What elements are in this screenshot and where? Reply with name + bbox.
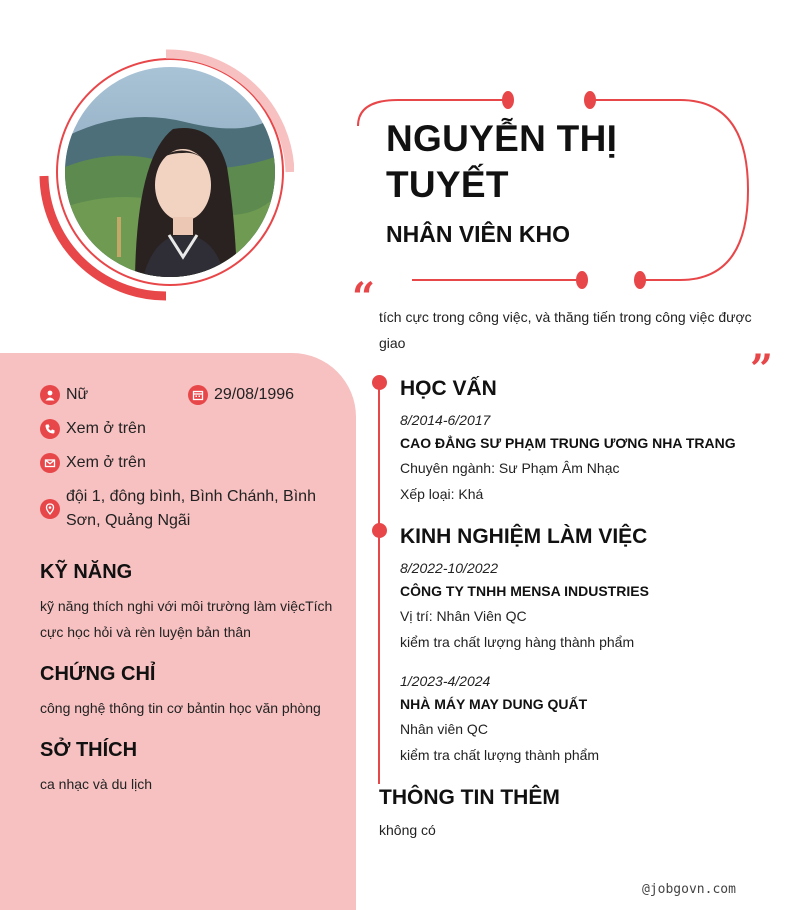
user-icon <box>40 385 60 405</box>
skills-heading: KỸ NĂNG <box>40 561 133 583</box>
education-school: CAO ĐẲNG SƯ PHẠM TRUNG ƯƠNG NHA TRANG <box>400 435 736 451</box>
birthday-row <box>188 383 294 407</box>
education-major: Chuyên ngành: Sư Phạm Âm Nhạc <box>400 460 620 476</box>
hobbies-heading: SỞ THÍCH <box>40 739 138 761</box>
close-quote-icon: ” <box>750 346 774 393</box>
experience-description: kiểm tra chất lượng hàng thành phẩm <box>400 634 635 650</box>
certificates-text: công nghệ thông tin cơ bảntin học văn phòng <box>40 700 321 716</box>
birthday-value: 29/08/1996 <box>214 386 295 403</box>
profile-photo <box>65 67 275 277</box>
email-row <box>40 451 146 475</box>
education-period: 8/2014-6/2017 <box>400 412 491 428</box>
experience-position: Vị trí: Nhân Viên QC <box>400 608 527 624</box>
watermark: @jobgovn.com <box>642 882 736 897</box>
phone-value: Xem ở trên <box>66 420 146 437</box>
experience-period: 8/2022-10/2022 <box>400 560 499 576</box>
gender-row <box>40 383 88 407</box>
experience-heading: KINH NGHIỆM LÀM VIỆC <box>400 525 648 548</box>
mail-icon <box>40 453 60 473</box>
education-heading: HỌC VẤN <box>400 377 497 400</box>
career-objective: tích cực trong công việc, và thăng tiến trong công việc được giao <box>379 309 752 351</box>
location-pin-icon <box>40 499 60 519</box>
timeline-dot-experience <box>372 523 387 538</box>
calendar-icon <box>188 385 208 405</box>
email-value: Xem ở trên <box>66 454 146 471</box>
timeline-dot-education <box>372 375 387 390</box>
hobbies-text: ca nhạc và du lịch <box>40 776 153 792</box>
additional-info-heading: THÔNG TIN THÊM <box>379 786 560 809</box>
job-title: NHÂN VIÊN KHO <box>386 221 571 247</box>
certificates-heading: CHỨNG CHỈ <box>40 663 156 685</box>
phone-icon <box>40 419 60 439</box>
experience-company: NHÀ MÁY MAY DUNG QUẤT <box>400 696 588 712</box>
address-value: đội 1, đông bình, Bình Chánh, Bình Sơn, Quảng Ngãi <box>66 488 316 529</box>
profile-photo-block <box>36 46 294 304</box>
open-quote-icon: “ <box>352 274 376 321</box>
experience-company: CÔNG TY TNHH MENSA INDUSTRIES <box>400 583 649 599</box>
phone-row <box>40 417 146 441</box>
education-rank: Xếp loại: Khá <box>400 486 484 502</box>
address-row <box>40 485 330 533</box>
experience-period: 1/2023-4/2024 <box>400 673 491 689</box>
full-name: NGUYỄN THỊ TUYẾT <box>386 118 618 205</box>
experience-position: Nhân viên QC <box>400 721 488 737</box>
experience-description: kiểm tra chất lượng thành phẩm <box>400 747 600 763</box>
additional-info-text: không có <box>379 822 436 838</box>
gender-value: Nữ <box>66 386 89 403</box>
skills-text: kỹ năng thích nghi với môi trường làm việcTích cực học hỏi và rèn luyện bản thân <box>40 598 333 640</box>
portrait-image <box>65 67 275 277</box>
timeline-line <box>378 382 380 784</box>
